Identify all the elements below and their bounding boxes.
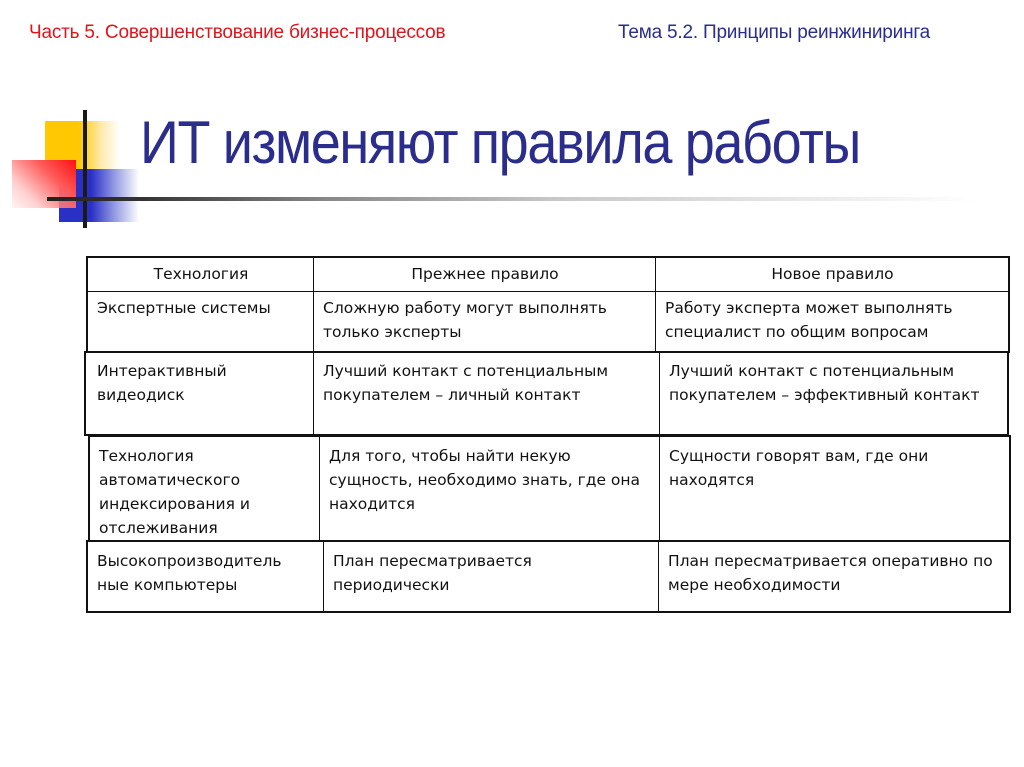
table-row — [88, 292, 1008, 351]
cell-technology: Экспертные системы — [97, 299, 271, 317]
cell-new-rule: Работу эксперта может выполнять специалист по общим вопросам — [655, 292, 1008, 351]
table-row — [88, 542, 1009, 611]
column-header-old-rule: Прежнее правило — [313, 258, 655, 291]
cell-technology: Интерактивный видеодиск — [97, 362, 227, 404]
cell-technology: Технология автоматического индексирования и отслеживания — [99, 447, 250, 537]
table-header-row — [88, 258, 1008, 292]
section-header: Часть 5. Совершенствование бизнес-процессов — [29, 22, 446, 43]
table-block-row4 — [86, 540, 1011, 613]
slide-title: ИТ изменяют правила работы — [140, 109, 860, 176]
cell-technology: Высокопроизводитель ные компьютеры — [97, 552, 282, 594]
topic-header: Тема 5.2. Принципы реинжиниринга — [618, 22, 931, 43]
column-header-new-rule: Новое правило — [655, 258, 1008, 291]
cell-old-rule: Сложную работу могут выполнять только эксперты — [313, 292, 655, 351]
table-block-row2 — [84, 351, 1009, 436]
table-block-header-row1 — [86, 256, 1010, 353]
table-row — [90, 437, 1009, 540]
cell-new-rule: План пересматривается оперативно по мере необходимости — [658, 542, 1009, 611]
cell-new-rule: Сущности говорят вам, где они находятся — [659, 437, 1009, 540]
cell-old-rule: Для того, чтобы найти некую сущность, необходимо знать, где она находится — [319, 437, 659, 540]
table-block-row3 — [88, 435, 1011, 542]
cell-new-rule: Лучший контакт с потенциальным покупателем – эффективный контакт — [659, 353, 1007, 434]
cell-old-rule: План пересматривается периодически — [323, 542, 658, 611]
vertical-line-shape — [83, 110, 87, 228]
title-underline-rule — [47, 197, 977, 201]
column-header-technology: Технология — [153, 265, 249, 283]
cell-old-rule: Лучший контакт с потенциальным покупателем – личный контакт — [313, 353, 659, 434]
table-row — [86, 353, 1007, 434]
